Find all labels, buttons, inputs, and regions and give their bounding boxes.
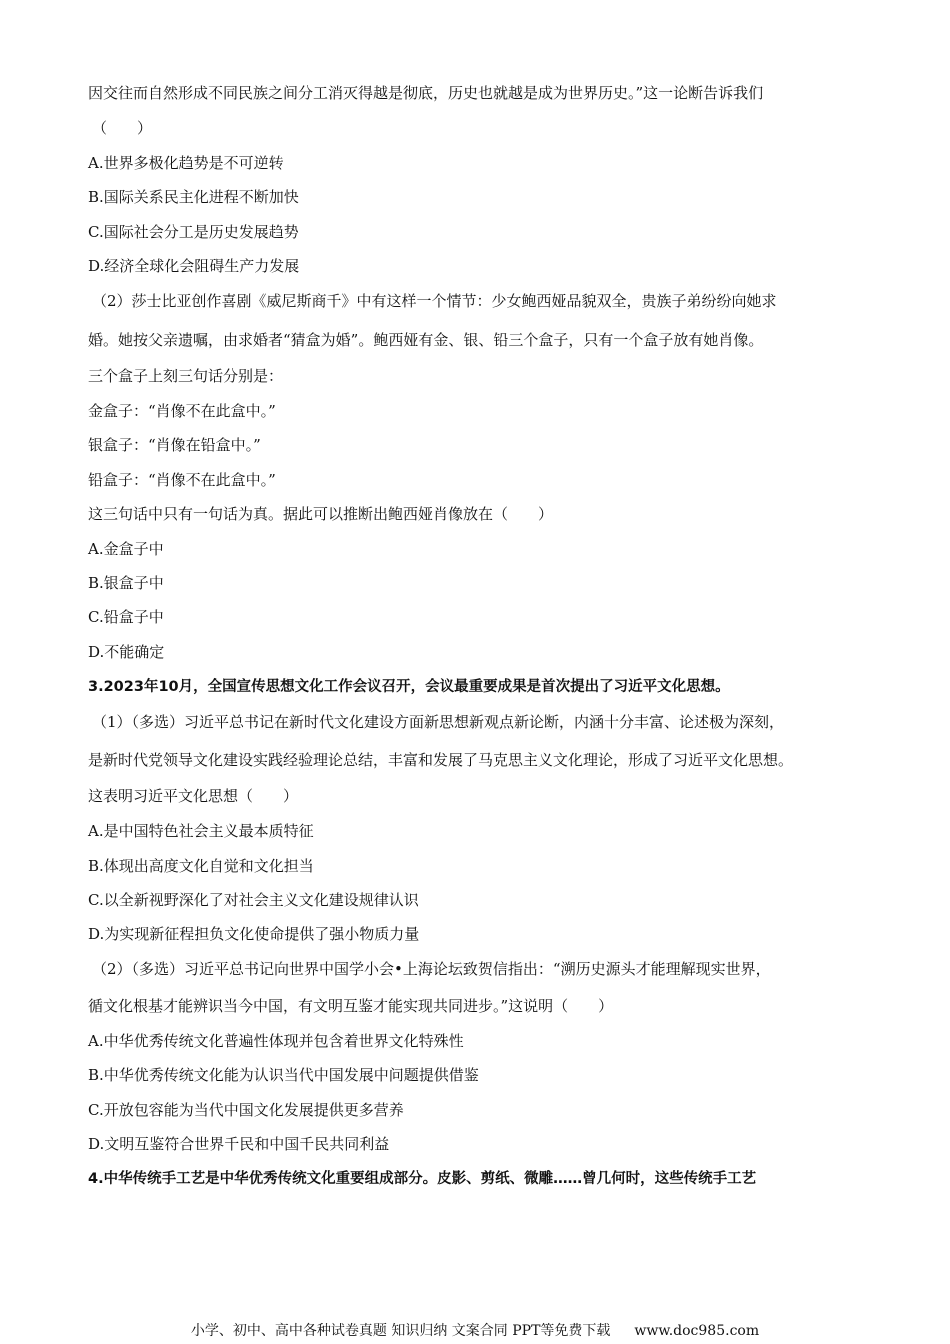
question-heading: 4.中华传统手工艺是中华优秀传统文化重要组成部分。皮影、剪纸、微雕……曾几何时，这些传统手工艺 — [88, 1171, 757, 1187]
question-text: 是新时代党领导文化建设实践经验理论总结，丰富和发展了马克思主义文化理论，形成了习近平文化思想。 — [88, 751, 794, 769]
question-text: 这三句话中只有一句话为真。据此可以推断出鲍西娅肖像放在（ ） — [88, 505, 554, 523]
question-text: 循文化根基才能辨识当今中国，有文明互鉴才能实现共同进步。”这说明（ ） — [88, 997, 614, 1015]
question-text: （2）莎士比亚创作喜剧《威尼斯商千》中有这样一个情节：少女鲍西娅品貌双全，贵族子弟纷纷向她求 — [92, 292, 777, 310]
option-b: B.体现出高度文化自觉和文化担当 — [88, 857, 314, 875]
box-statement: 金盒子：“肖像不在此盒中。” — [88, 402, 276, 420]
question-text: 三个盒子上刻三句话分别是： — [88, 367, 284, 385]
option-b: B.中华优秀传统文化能为认识当代中国发展中问题提供借鉴 — [88, 1066, 479, 1084]
option-a: A.是中国特色社会主义最本质特征 — [88, 822, 314, 840]
option-d: D.为实现新征程担负文化使命提供了强小物质力量 — [88, 925, 420, 943]
option-c: C.开放包容能为当代中国文化发展提供更多营养 — [88, 1101, 404, 1119]
box-statement: 铅盒子：“肖像不在此盒中。” — [88, 471, 276, 489]
option-a: A.中华优秀传统文化普遍性体现并包含着世界文化特殊性 — [88, 1032, 464, 1050]
option-a: A.金盒子中 — [88, 540, 164, 558]
text-line: 因交往而自然形成不同民族之间分工消灭得越是彻底，历史也就越是成为世界历史。”这一论断告诉我们 — [88, 84, 764, 102]
option-b: B.银盒子中 — [88, 574, 164, 592]
option-c: C.以全新视野深化了对社会主义文化建设规律认识 — [88, 891, 419, 909]
question-heading: 3.2023年10月，全国宣传思想文化工作会议召开，会议最重要成果是首次提出了习近平文化思想。 — [88, 679, 730, 695]
option-c: C.铅盒子中 — [88, 608, 164, 626]
option-d: D.不能确定 — [88, 643, 165, 661]
question-text: 这表明习近平文化思想（ ） — [88, 787, 299, 805]
option-b: B.国际关系民主化进程不断加快 — [88, 188, 299, 206]
option-a: A.世界多极化趋势是不可逆转 — [88, 154, 284, 172]
footer-text: 小学、初中、高中各种试卷真题 知识归纳 文案合同 PPT等免费下载 — [190, 1323, 611, 1339]
question-text: （1）（多选）习近平总书记在新时代文化建设方面新思想新观点新论断，内涵十分丰富、论述极为深刻， — [92, 713, 785, 731]
footer-url[interactable]: www.doc985.com — [634, 1323, 760, 1339]
question-text: 婚。她按父亲遗嘱，由求婚者“猜盒为婚”。鲍西娅有金、银、铅三个盒子，只有一个盒子放有她肖像。 — [88, 331, 764, 349]
option-d: D.经济全球化会阻碍生产力发展 — [88, 257, 300, 275]
question-text: （2）（多选）习近平总书记向世界中国学小会•上海论坛致贺信指出：“溯历史源头才能理解现实世界， — [92, 960, 771, 978]
option-c: C.国际社会分工是历史发展趋势 — [88, 223, 299, 241]
box-statement: 银盒子：“肖像在铅盒中。” — [88, 436, 261, 454]
option-d: D.文明互鉴符合世界千民和中国千民共同利益 — [88, 1135, 390, 1153]
page-footer — [0, 1322, 950, 1340]
answer-blank: （ ） — [92, 119, 153, 137]
